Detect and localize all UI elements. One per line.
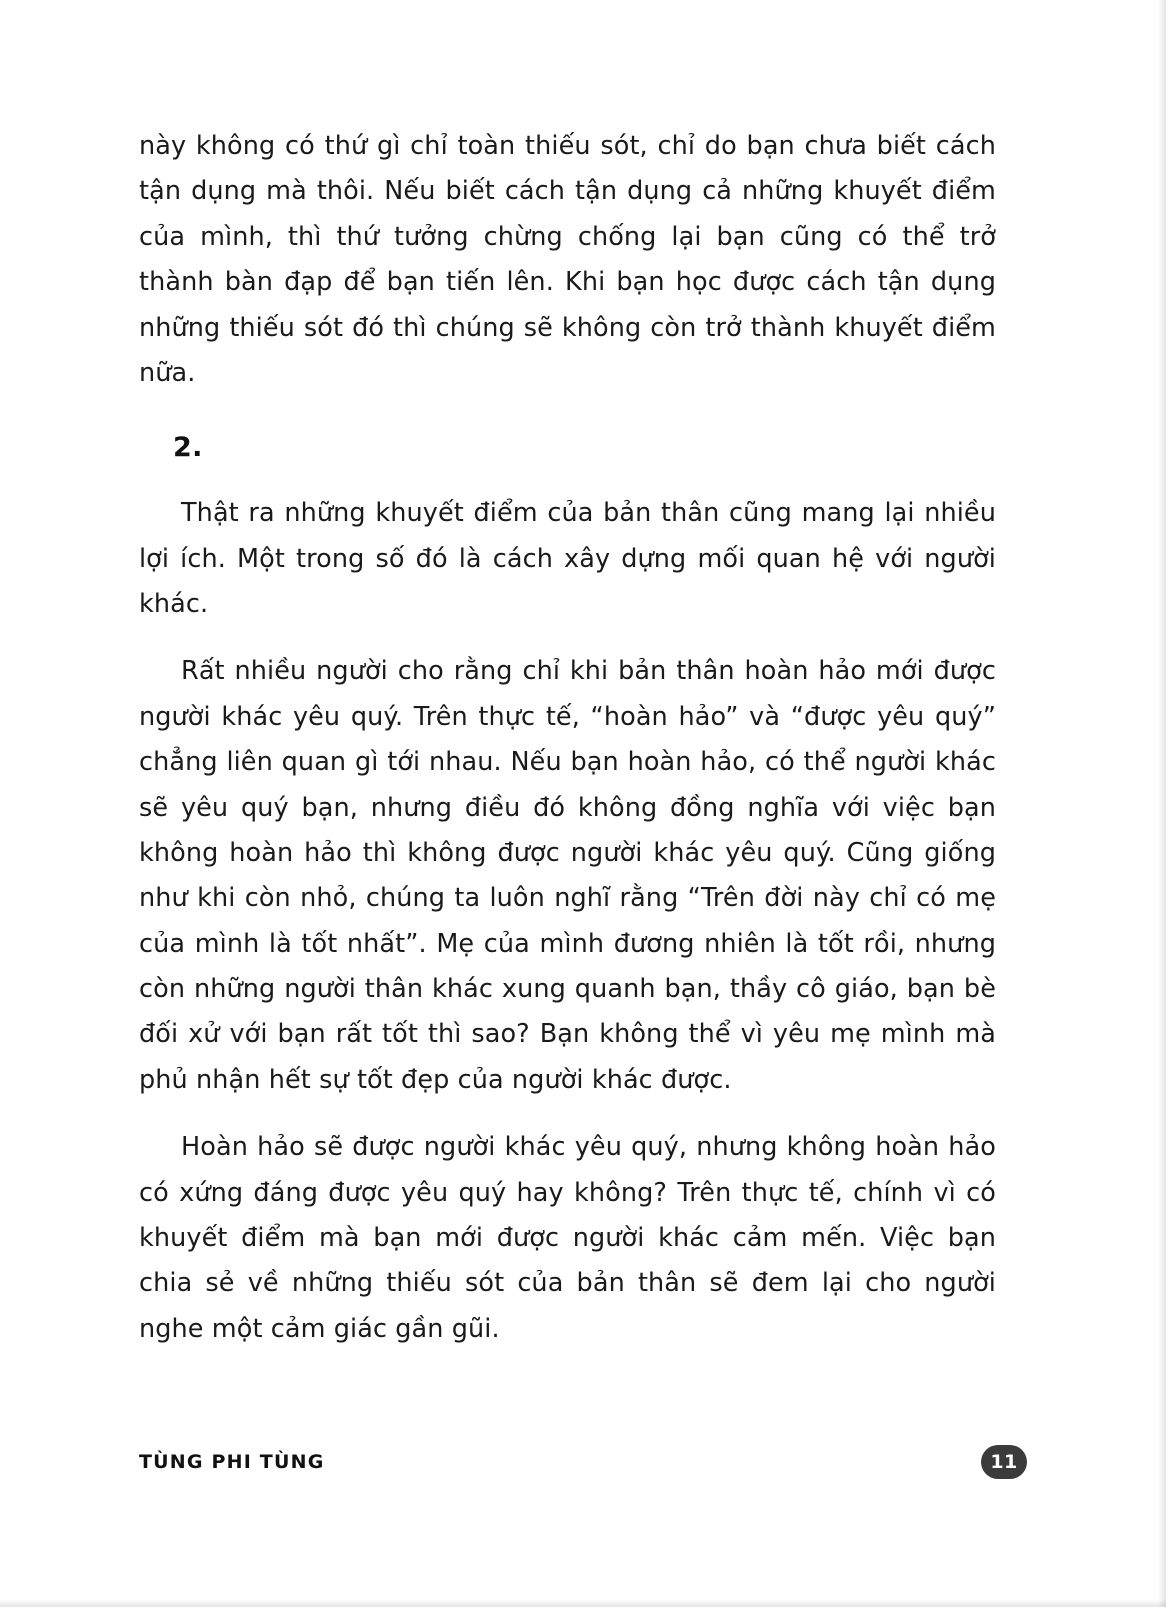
page-number-badge: 11: [981, 1445, 1027, 1479]
page-edge-shadow-right: [1158, 0, 1166, 1607]
paragraph: Rất nhiều người cho rằng chỉ khi bản thân hoàn hảo mới được người khác yêu quý. Trên thực tế, “hoàn hảo” và “được yêu quý” chẳng liên quan gì tới nhau. Nếu bạn hoàn hảo, có thể người khác sẽ yêu quý bạn, nhưng điều đó không đồng nghĩa với việc bạn không hoàn hảo thì không được người khác yêu quý. Cũng giống như khi còn nhỏ, chúng ta luôn nghĩ rằng “Trên đời này chỉ có mẹ của mình là tốt nhất”. Mẹ của mình đương nhiên là tốt rồi, nhưng còn những người thân khác xung quanh bạn, thầy cô giáo, bạn bè đối xử với bạn rất tốt thì sao? Bạn không thể vì yêu mẹ mình mà phủ nhận hết sự tốt đẹp của người khác được.: [139, 656, 996, 1095]
section-number: 2.: [173, 432, 203, 464]
paragraph: Hoàn hảo sẽ được người khác yêu quý, nhưng không hoàn hảo có xứng đáng được yêu quý hay không? Trên thực tế, chính vì có khuyết điểm mà bạn mới được người khác cảm mến. Việc bạn chia sẻ về những thiếu sót của bản thân sẽ đem lại cho người nghe một cảm giác gần gũi.: [139, 1132, 996, 1344]
paragraph: Thật ra những khuyết điểm của bản thân cũng mang lại nhiều lợi ích. Một trong số đó là cách xây dựng mối quan hệ với người khác.: [139, 498, 996, 619]
paragraph: này không có thứ gì chỉ toàn thiếu sót, chỉ do bạn chưa biết cách tận dụng mà thôi. Nếu biết cách tận dụng cả những khuyết điểm của mình, thì thứ tưởng chừng chống lại bạn cũng có thể trở thành bàn đạp để bạn tiến lên. Khi bạn học được cách tận dụng những thiếu sót đó thì chúng sẽ không còn trở thành khuyết điểm nữa.: [139, 131, 996, 388]
page-footer: [139, 1445, 1027, 1485]
footer-author: TÙNG PHI TÙNG: [139, 1451, 325, 1473]
page-content: [139, 124, 996, 1352]
page-edge-shadow-bottom: [0, 1599, 1166, 1607]
